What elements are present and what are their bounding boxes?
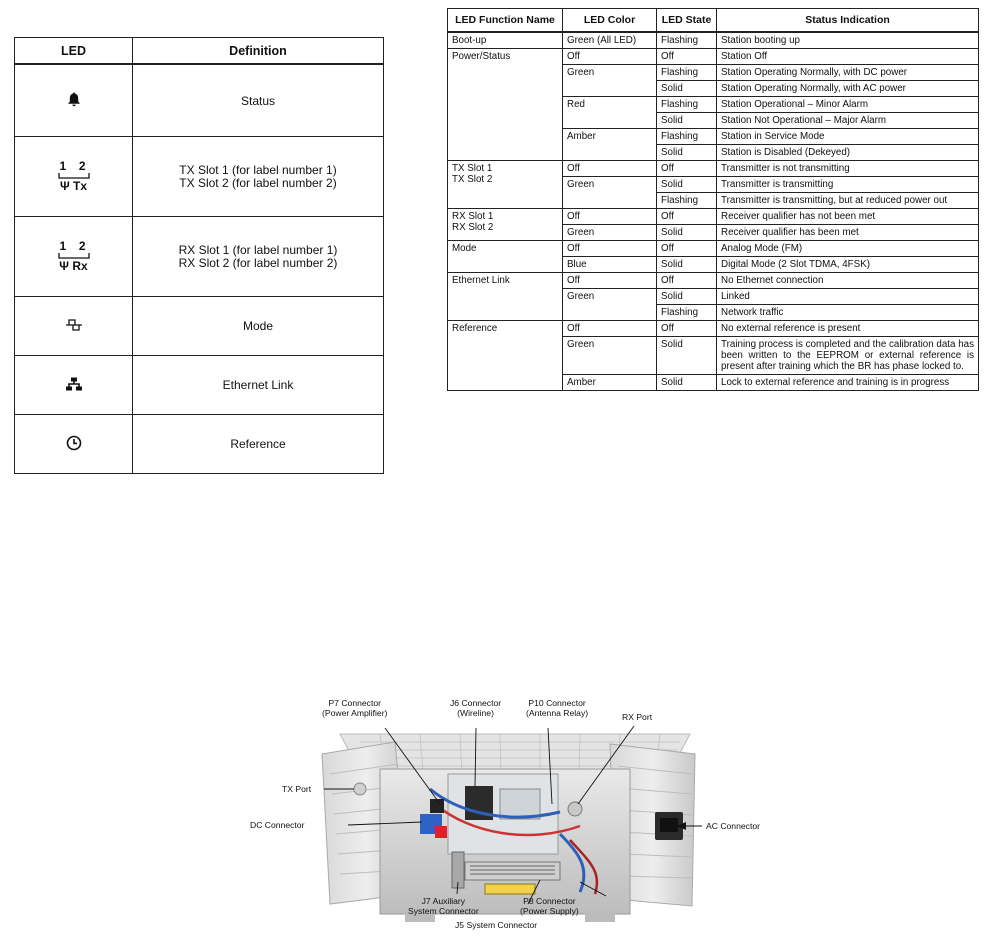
state-cell: Off	[657, 209, 717, 225]
indication-cell: Receiver qualifier has not been met	[717, 209, 979, 225]
indication-cell: Station Not Operational – Major Alarm	[717, 113, 979, 129]
indication-cell: Digital Mode (2 Slot TDMA, 4FSK)	[717, 257, 979, 273]
legend-icon-cell	[15, 356, 133, 415]
indication-cell: No Ethernet connection	[717, 273, 979, 289]
base-radio-photo	[230, 694, 790, 934]
rx-slot-label: Rx	[72, 259, 88, 273]
color-cell: Amber	[563, 129, 657, 161]
rx-definition-line-1: RX Slot 1 (for label number 1)	[178, 242, 338, 257]
color-cell: Off	[563, 273, 657, 289]
legend-definition-reference: Reference	[133, 415, 384, 474]
legend-row-status	[15, 64, 384, 137]
legend-row-reference	[15, 415, 384, 474]
label-line: (Power Supply)	[520, 906, 579, 916]
color-cell: Green	[563, 65, 657, 97]
color-cell: Off	[563, 321, 657, 337]
label-line: System Connector	[408, 906, 479, 916]
antenna-icon: Ψ	[59, 259, 70, 273]
indication-cell: Station Operating Normally, with DC power	[717, 65, 979, 81]
state-cell: Off	[657, 161, 717, 177]
label-line: TX Port	[282, 784, 312, 794]
state-cell: Solid	[657, 225, 717, 241]
function-line: TX Slot 2	[452, 174, 493, 185]
legend-row-mode	[15, 297, 384, 356]
table-row	[448, 161, 979, 177]
rx-slot-numbers: 1 2	[59, 239, 88, 253]
indication-cell: Transmitter is not transmitting	[717, 161, 979, 177]
base-radio-rear-figure	[230, 694, 790, 934]
function-cell	[448, 161, 563, 209]
color-cell: Off	[563, 161, 657, 177]
led-status-table	[447, 8, 979, 391]
state-cell: Off	[657, 273, 717, 289]
legend-definition-tx	[133, 137, 384, 217]
status-header-indication: Status Indication	[717, 9, 979, 33]
indication-cell: Network traffic	[717, 305, 979, 321]
table-row	[448, 273, 979, 289]
led-legend-table	[14, 37, 384, 474]
legend-row-rx	[15, 217, 384, 297]
table-row	[448, 209, 979, 225]
label-p7-connector	[322, 698, 387, 718]
tx-slot-label: Tx	[73, 179, 88, 193]
function-cell: Mode	[448, 241, 563, 273]
label-line: RX Port	[622, 712, 653, 722]
label-line: J7 Auxiliary	[421, 896, 466, 906]
clock-icon	[66, 435, 82, 451]
color-cell: Green	[563, 337, 657, 375]
legend-row-ethernet	[15, 356, 384, 415]
label-tx-port	[282, 784, 311, 794]
label-ac-connector	[706, 821, 760, 831]
color-cell: Red	[563, 97, 657, 129]
indication-cell: No external reference is present	[717, 321, 979, 337]
legend-header-row	[15, 38, 384, 65]
state-cell: Flashing	[657, 65, 717, 81]
label-rx-port	[622, 712, 652, 722]
label-line: (Power Amplifier)	[322, 708, 388, 718]
indication-cell: Transmitter is transmitting	[717, 177, 979, 193]
label-dc-connector	[250, 820, 304, 830]
function-line: RX Slot 2	[452, 222, 494, 233]
label-line: (Antenna Relay)	[526, 708, 589, 718]
state-cell: Solid	[657, 177, 717, 193]
network-icon	[65, 377, 83, 391]
indication-cell: Analog Mode (FM)	[717, 241, 979, 257]
tx-definition-line-1: TX Slot 1 (for label number 1)	[179, 162, 337, 177]
label-j5-system-connector	[455, 920, 537, 930]
label-line: AC Connector	[706, 821, 760, 831]
state-cell: Off	[657, 321, 717, 337]
indication-cell: Station Operating Normally, with AC power	[717, 81, 979, 97]
color-cell: Blue	[563, 257, 657, 273]
status-header-row	[448, 9, 979, 33]
state-cell: Flashing	[657, 32, 717, 49]
tx-slot-icon	[56, 160, 92, 192]
table-row	[448, 49, 979, 65]
indication-cell: Station booting up	[717, 32, 979, 49]
legend-definition-mode: Mode	[133, 297, 384, 356]
tx-slot-numbers: 1 2	[59, 159, 88, 173]
state-cell: Solid	[657, 113, 717, 129]
state-cell: Solid	[657, 375, 717, 391]
label-p10-connector	[526, 698, 588, 718]
indication-cell: Station is Disabled (Dekeyed)	[717, 145, 979, 161]
label-line: J5 System Connector	[455, 920, 538, 930]
table-row	[448, 321, 979, 337]
legend-icon-cell	[15, 64, 133, 137]
color-cell: Green (All LED)	[563, 32, 657, 49]
state-cell: Flashing	[657, 97, 717, 113]
label-j7-auxiliary	[408, 896, 479, 916]
legend-header-led: LED	[15, 38, 133, 65]
color-cell: Off	[563, 209, 657, 225]
color-cell: Green	[563, 289, 657, 321]
rx-definition-line-2: RX Slot 2 (for label number 2)	[178, 255, 338, 270]
state-cell: Off	[657, 241, 717, 257]
indication-cell: Linked	[717, 289, 979, 305]
rx-slot-icon	[56, 240, 92, 272]
state-cell: Flashing	[657, 129, 717, 145]
legend-definition-rx	[133, 217, 384, 297]
indication-cell: Station Off	[717, 49, 979, 65]
label-line: J6 Connector	[450, 698, 502, 708]
indication-cell: Training process is completed and the calibration data has been written to the EEPROM or external reference is present after training which the BR has phase locked to.	[717, 337, 979, 375]
tx-definition-line-2: TX Slot 2 (for label number 2)	[179, 175, 337, 190]
legend-header-definition: Definition	[133, 38, 384, 65]
antenna-icon: Ψ	[59, 179, 70, 193]
state-cell: Solid	[657, 257, 717, 273]
label-line: P7 Connector	[328, 698, 381, 708]
legend-icon-cell	[15, 137, 133, 217]
color-cell: Off	[563, 49, 657, 65]
mode-icon	[65, 318, 83, 332]
state-cell: Flashing	[657, 193, 717, 209]
status-header-state: LED State	[657, 9, 717, 33]
status-header-function: LED Function Name	[448, 9, 563, 33]
legend-definition-status: Status	[133, 64, 384, 137]
label-line: DC Connector	[250, 820, 305, 830]
state-cell: Solid	[657, 289, 717, 305]
indication-cell: Transmitter is transmitting, but at reduced power out	[717, 193, 979, 209]
color-cell: Amber	[563, 375, 657, 391]
bell-icon	[66, 91, 82, 107]
label-line: P8 Connector	[523, 896, 576, 906]
table-row	[448, 32, 979, 49]
indication-cell: Lock to external reference and training is in progress	[717, 375, 979, 391]
state-cell: Flashing	[657, 305, 717, 321]
legend-row-tx	[15, 137, 384, 217]
label-line: P10 Connector	[528, 698, 586, 708]
legend-icon-cell	[15, 217, 133, 297]
legend-icon-cell	[15, 297, 133, 356]
function-cell: Boot-up	[448, 32, 563, 49]
indication-cell: Receiver qualifier has been met	[717, 225, 979, 241]
legend-icon-cell	[15, 415, 133, 474]
state-cell: Off	[657, 49, 717, 65]
indication-cell: Station in Service Mode	[717, 129, 979, 145]
status-header-color: LED Color	[563, 9, 657, 33]
color-cell: Green	[563, 177, 657, 209]
function-line: TX Slot 1	[452, 163, 493, 174]
function-cell	[448, 209, 563, 241]
state-cell: Solid	[657, 145, 717, 161]
state-cell: Solid	[657, 81, 717, 97]
function-cell: Reference	[448, 321, 563, 391]
function-cell: Power/Status	[448, 49, 563, 161]
function-cell: Ethernet Link	[448, 273, 563, 321]
color-cell: Green	[563, 225, 657, 241]
label-j6-connector	[450, 698, 501, 718]
label-p8-connector	[520, 896, 579, 916]
color-cell: Off	[563, 241, 657, 257]
state-cell: Solid	[657, 337, 717, 375]
label-line: (Wireline)	[457, 708, 494, 718]
indication-cell: Station Operational – Minor Alarm	[717, 97, 979, 113]
legend-definition-ethernet: Ethernet Link	[133, 356, 384, 415]
function-line: RX Slot 1	[452, 211, 494, 222]
table-row	[448, 241, 979, 257]
